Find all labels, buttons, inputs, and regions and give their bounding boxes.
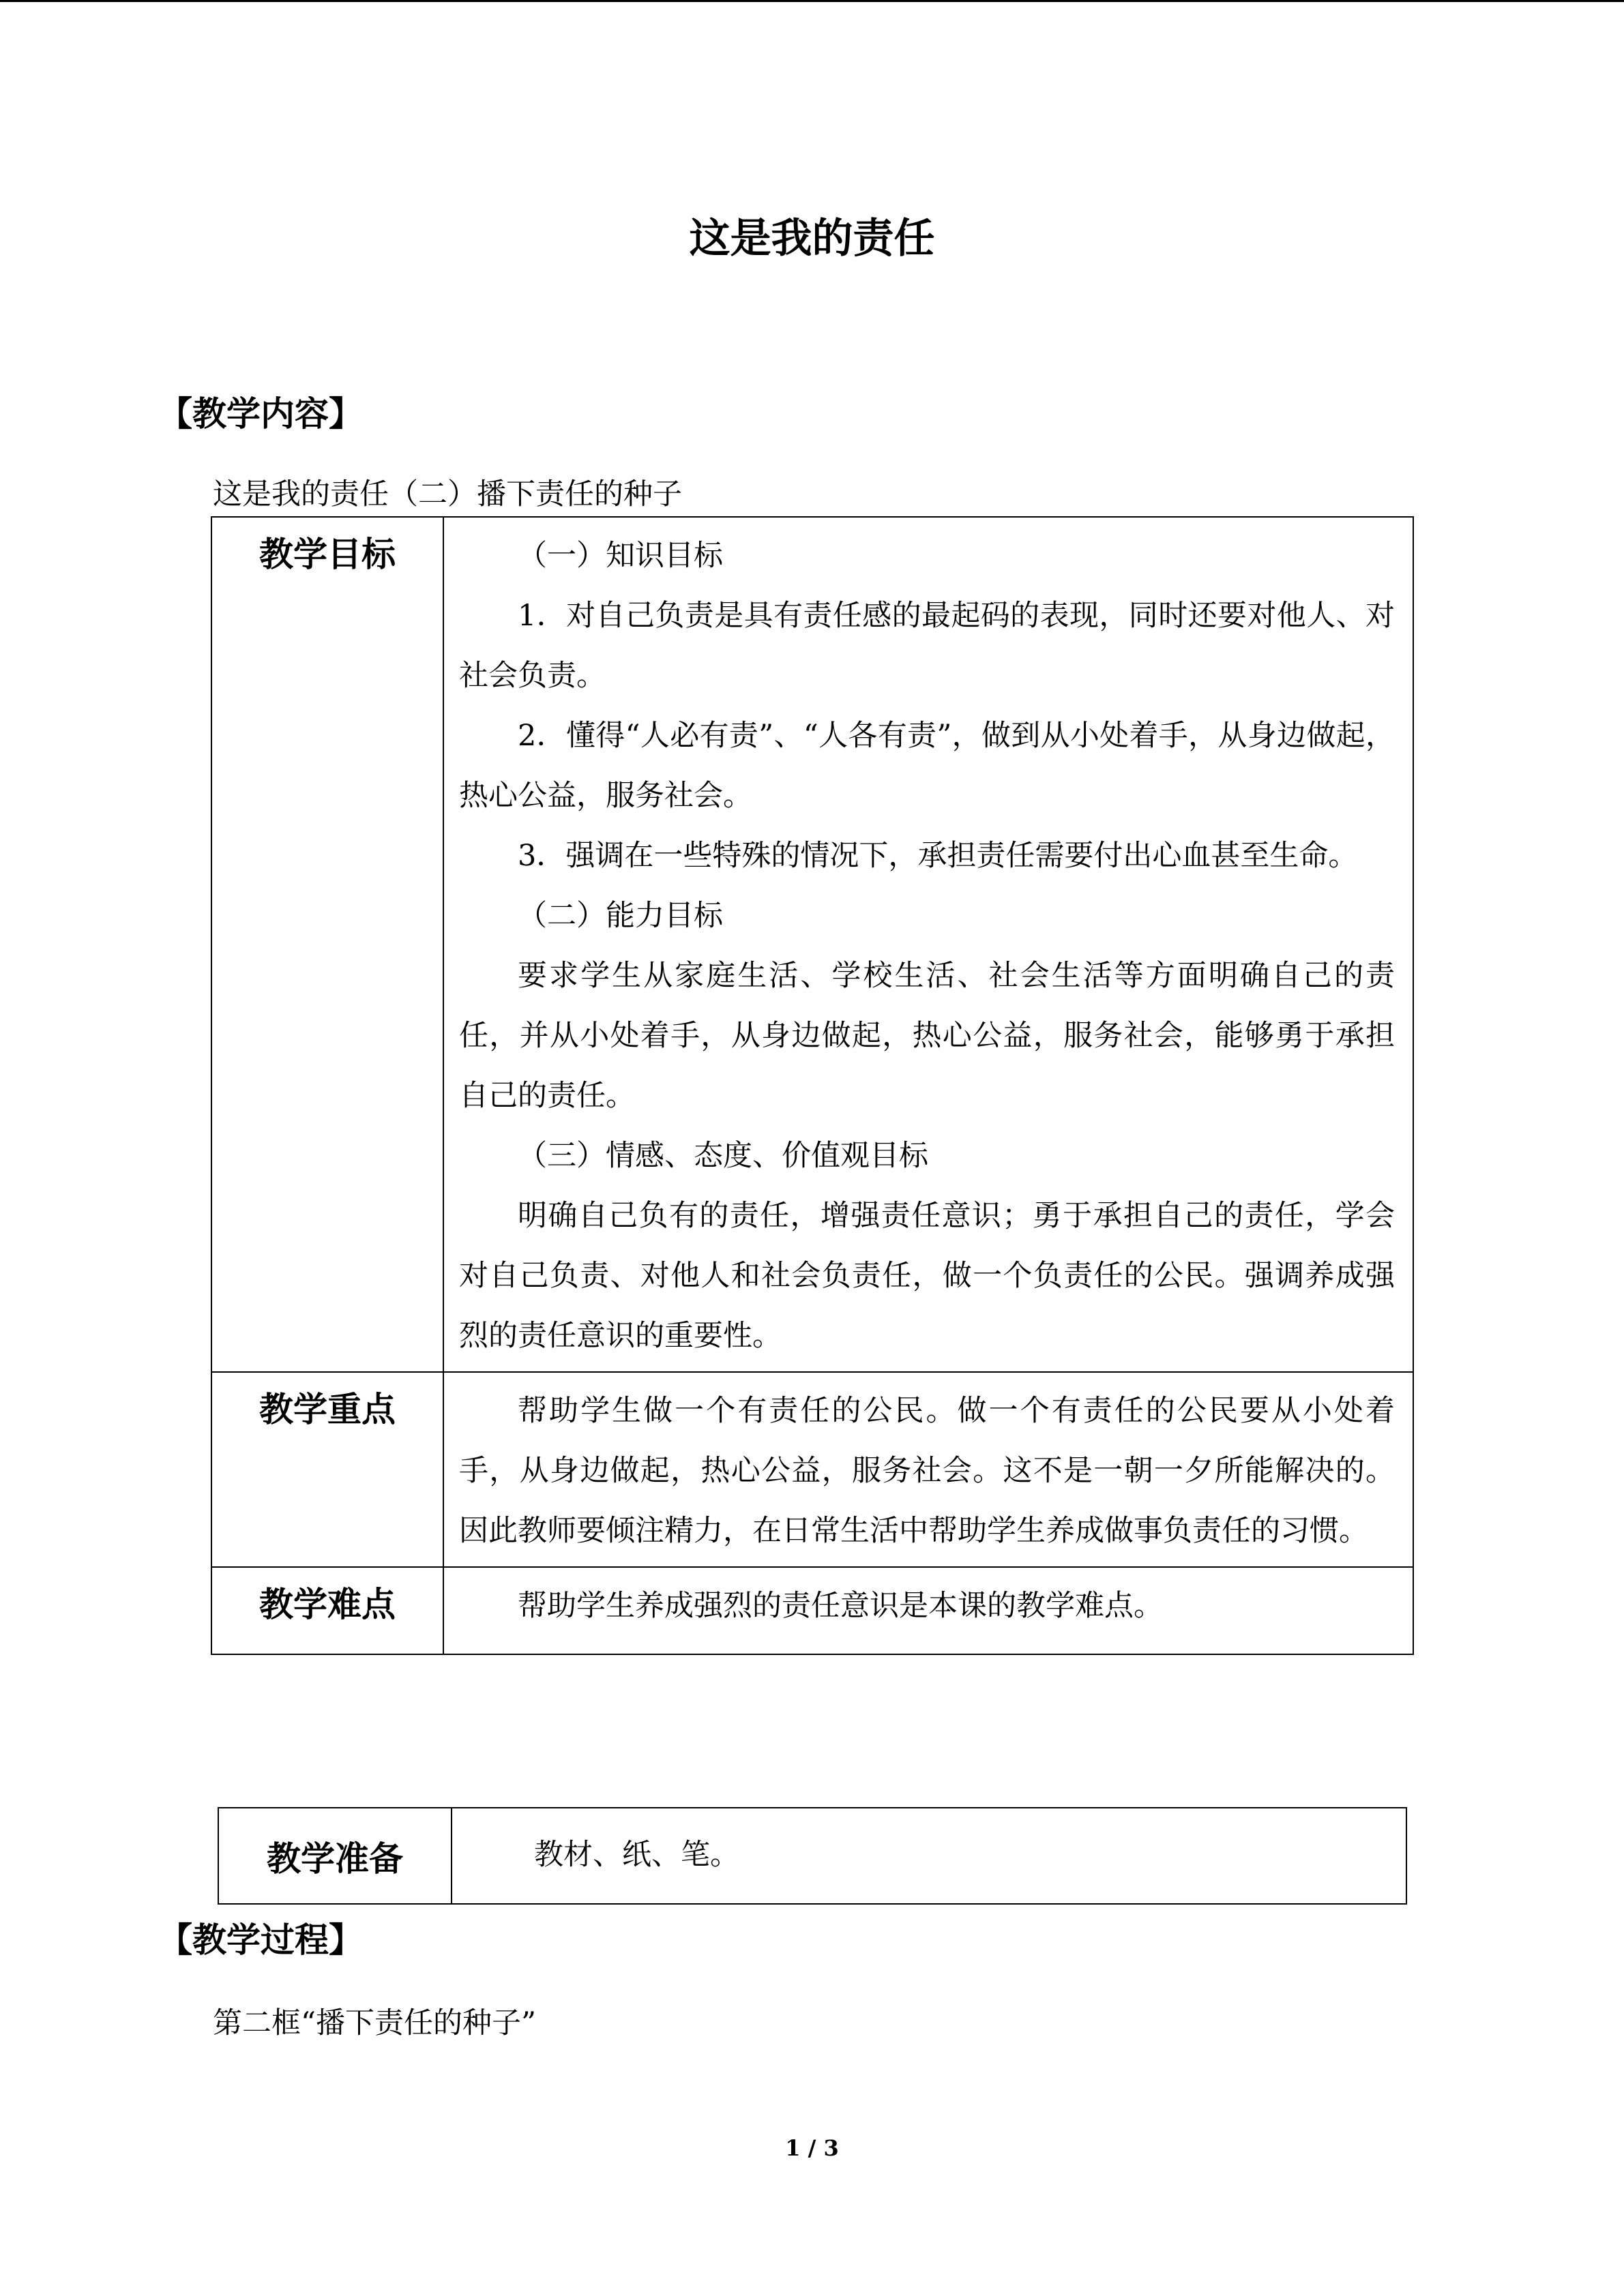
objectives-label: 教学目标 <box>211 517 443 1372</box>
teaching-process-line: 第二框“播下责任的种子” <box>213 2006 536 2040</box>
key-points-row <box>211 1372 1413 1567</box>
top-border-line <box>0 0 1624 2</box>
objectives-paragraph: 1．对自己负责是具有责任感的最起码的表现，同时还要对他人、对社会负责。 <box>459 599 1395 693</box>
difficulties-label: 教学难点 <box>211 1567 443 1654</box>
objectives-paragraph: 3．强调在一些特殊的情况下，承担责任需要付出心血甚至生命。 <box>518 839 1358 873</box>
difficulties-row <box>211 1567 1413 1654</box>
difficulties-text: 帮助学生养成强烈的责任意识是本课的教学难点。 <box>518 1589 1163 1623</box>
objectives-paragraph: 要求学生从家庭生活、学校生活、社会生活等方面明确自己的责任，并从小处着手，从身边做起，热心公益，服务社会，能够勇于承担自己的责任。 <box>459 959 1395 1113</box>
preparation-content <box>452 1808 1406 1904</box>
objectives-paragraph: （二）能力目标 <box>518 899 723 933</box>
page-number: 1 / 3 <box>785 2135 839 2161</box>
preparation-row <box>218 1808 1406 1904</box>
objectives-paragraph: （一）知识目标 <box>518 539 723 573</box>
teaching-process-heading: 【教学过程】 <box>158 1920 363 1960</box>
key-points-content <box>443 1372 1413 1567</box>
key-points-label: 教学重点 <box>211 1372 443 1567</box>
teaching-content-line: 这是我的责任（二）播下责任的种子 <box>213 477 682 511</box>
objectives-paragraph: 2．懂得“人必有责”、“人各有责”，做到从小处着手，从身边做起，热心公益，服务社会。 <box>459 719 1395 813</box>
teaching-content-heading: 【教学内容】 <box>158 394 363 434</box>
lesson-plan-table <box>211 516 1414 1655</box>
objectives-paragraph: 明确自己负有的责任，增强责任意识；勇于承担自己的责任，学会对自己负责、对他人和社会负责任，做一个负责任的公民。强调养成强烈的责任意识的重要性。 <box>459 1199 1395 1353</box>
objectives-row <box>211 517 1413 1372</box>
document-title: 这是我的责任 <box>689 215 935 263</box>
preparation-text: 教材、纸、笔。 <box>534 1837 739 1872</box>
preparation-table <box>218 1807 1407 1905</box>
preparation-label: 教学准备 <box>218 1808 452 1904</box>
key-points-text: 帮助学生做一个有责任的公民。做一个有责任的公民要从小处着手，从身边做起，热心公益，服务社会。这不是一朝一夕所能解决的。因此教师要倾注精力，在日常生活中帮助学生养成做事负责任的习惯。 <box>459 1394 1395 1548</box>
difficulties-content <box>443 1567 1413 1654</box>
objectives-content <box>443 517 1413 1372</box>
objectives-paragraph: （三）情感、态度、价值观目标 <box>518 1139 928 1173</box>
